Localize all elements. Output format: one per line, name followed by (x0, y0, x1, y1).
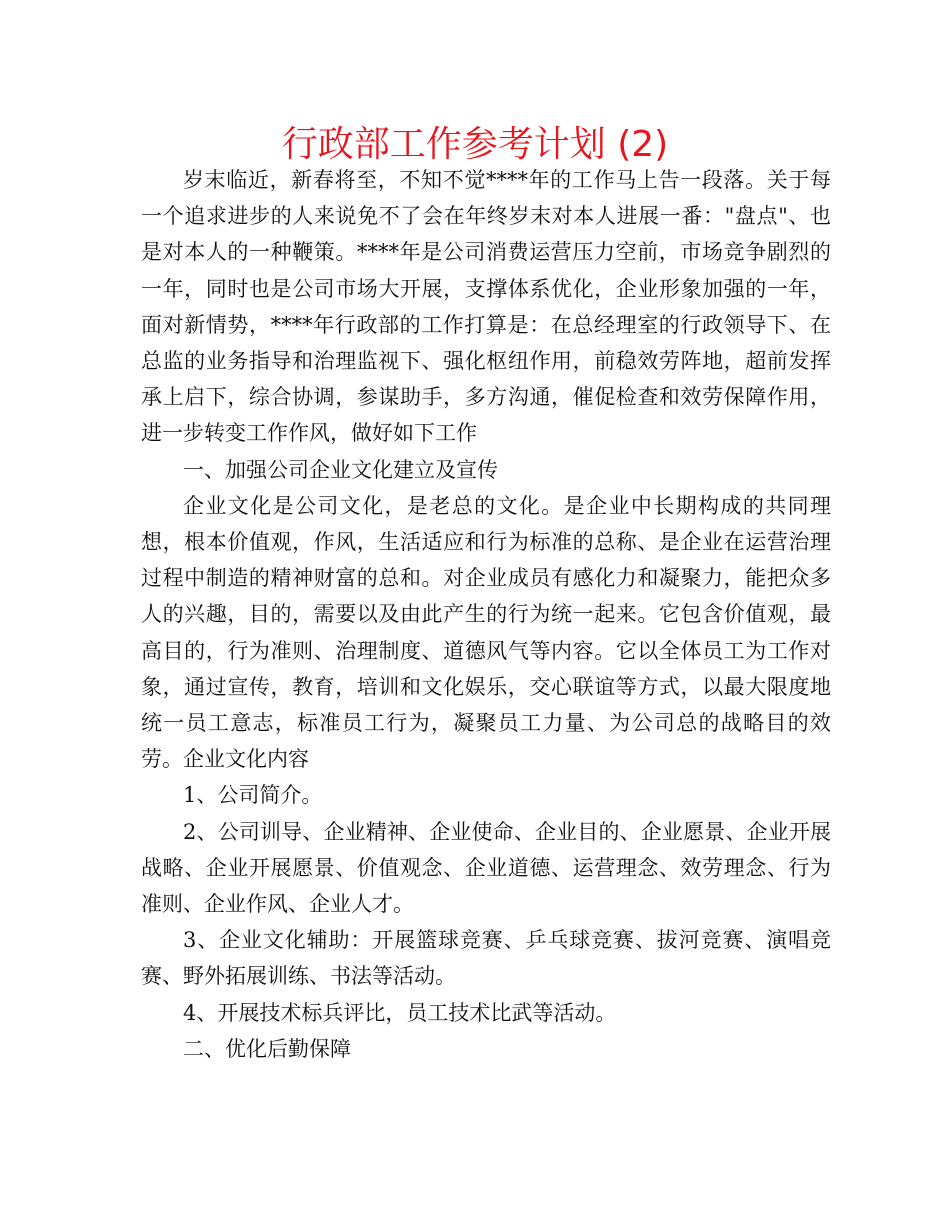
paragraph-intro: 岁末临近，新春将至，不知不觉****年的工作马上告一段落。关于每一个追求进步的人来说免不了会在年终岁末对本人进展一番："盘点"、也是对本人的一种鞭策。****年是公司消费运营压力空前，市场竞争剧烈的一年，同时也是公司市场大开展，支撑体系优化，企业形象加强的一年，面对新情势，****年行政部的工作打算是：在总经理室的行政领导下、在总监的业务指导和治理监视下、强化枢纽作用，前稳效劳阵地，超前发挥承上启下，综合协调，参谋助手，多方沟通，催促检查和效劳保障作用，进一步转变工作作风，做好如下工作 (141, 168, 831, 446)
document-body (141, 162, 831, 1067)
heading-section-2: 二、优化后勤保障 (183, 1036, 351, 1061)
list-item-1: 1、公司简介。 (183, 783, 323, 808)
heading-section-1: 一、加强公司企业文化建立及宣传 (183, 457, 498, 482)
paragraph-culture: 企业文化是公司文化，是老总的文化。是企业中长期构成的共同理想，根本价值观，作风，生活适应和行为标准的总称、是企业在运营治理过程中制造的精神财富的总和。对企业成员有感化力和凝聚力，能把众多人的兴趣，目的，需要以及由此产生的行为统一起来。它包含价值观，最高目的，行为准则、治理制度、道德风气等内容。它以全体员工为工作对象，通过宣传，教育，培训和文化娱乐，交心联谊等方式，以最大限度地统一员工意志，标准员工行为，凝聚员工力量、为公司总的战略目的效劳。企业文化内容 (141, 493, 831, 772)
list-item-4: 4、开展技术标兵评比，员工技术比武等活动。 (183, 1000, 617, 1025)
document-title: 行政部工作参考计划 (2) (281, 124, 669, 165)
list-item-3: 3、企业文化辅助：开展篮球竞赛、乒乓球竞赛、拔河竞赛、演唱竞赛、野外拓展训练、书法等活动。 (141, 928, 831, 989)
list-item-2: 2、公司训导、企业精神、企业使命、企业目的、企业愿景、企业开展战略、企业开展愿景、价值观念、企业道德、运营理念、效劳理念、行为准则、企业作风、企业人才。 (141, 819, 831, 917)
